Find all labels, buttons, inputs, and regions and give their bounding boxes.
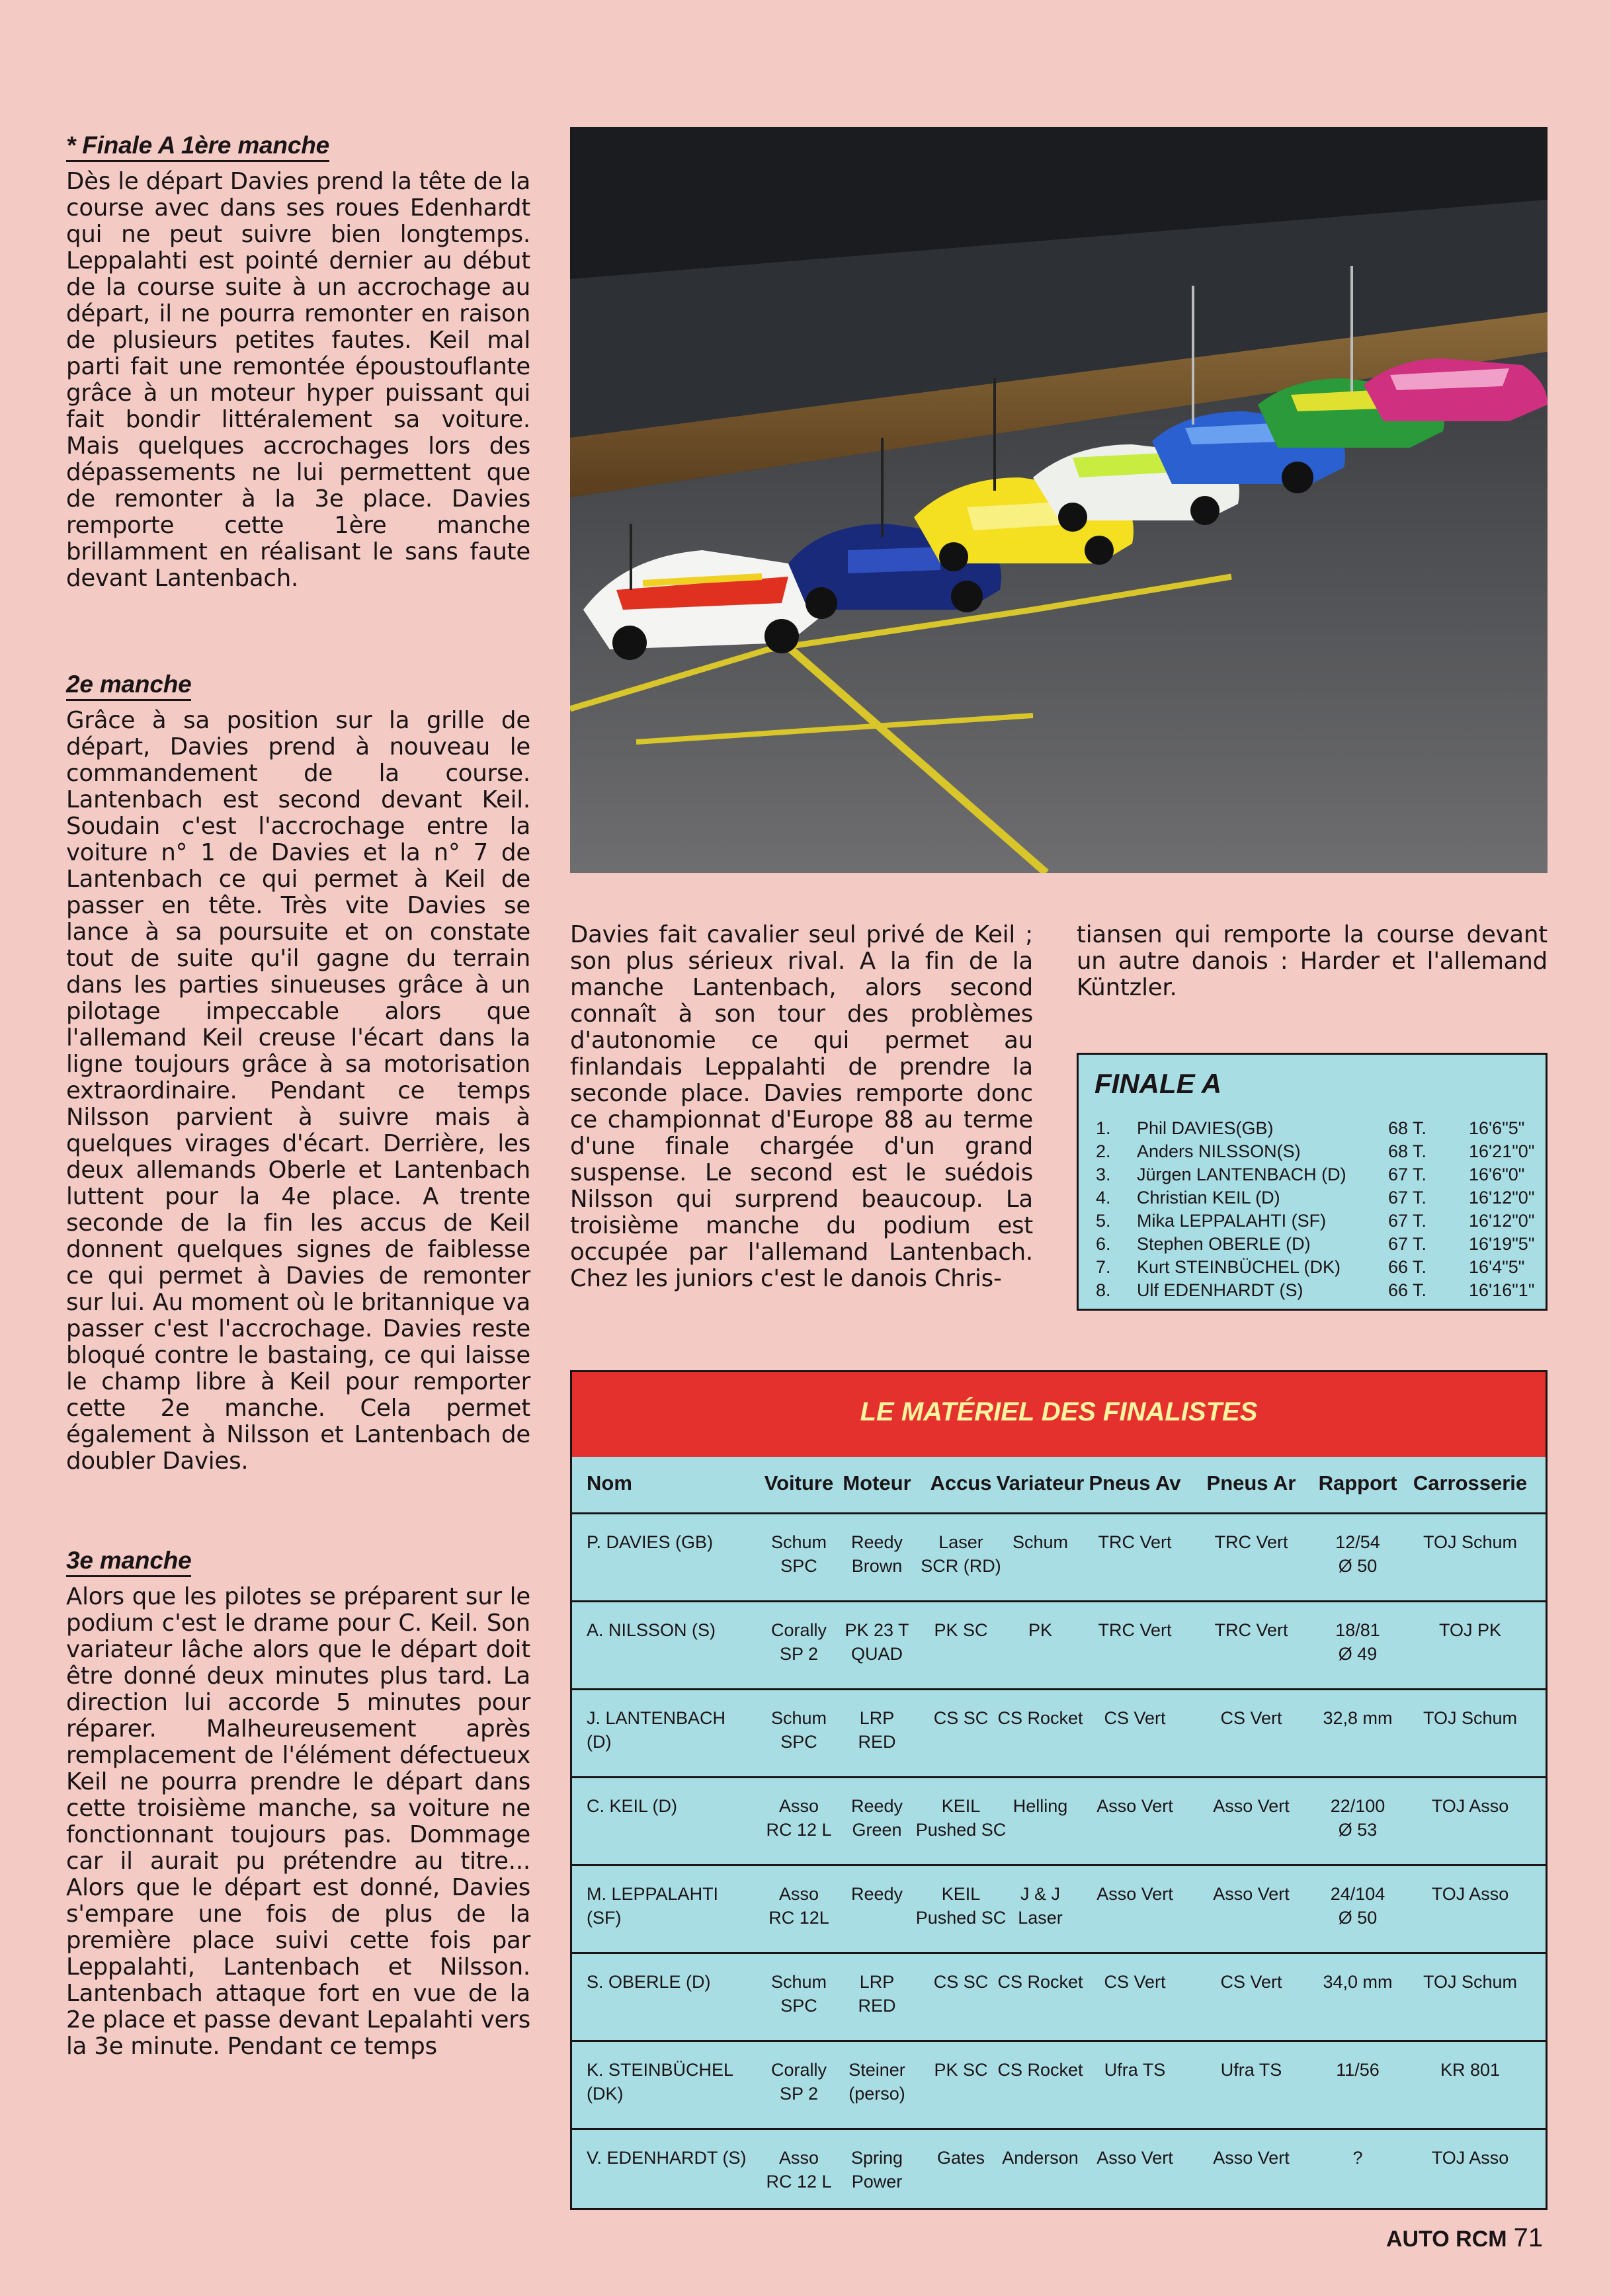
finale-a-name: Jürgen LANTENBACH (D) [1137, 1165, 1346, 1184]
finale-a-name: Ulf EDENHARDT (S) [1137, 1280, 1303, 1300]
finale-a-name: Phil DAVIES(GB) [1137, 1118, 1274, 1138]
table-row [572, 1512, 1546, 1602]
materiel-cell: Asso Vert [1213, 1884, 1290, 1904]
materiel-cell: 32,8 mm [1323, 1708, 1393, 1728]
table-row [572, 1688, 1546, 1778]
table-row [572, 1600, 1546, 1690]
finale-a-laps: 68 T. [1388, 1118, 1427, 1138]
materiel-cell: TRC Vert [1214, 1620, 1288, 1640]
magazine-name: AUTO RCM [1386, 2227, 1507, 2252]
finale-a-rank: 8. [1096, 1280, 1111, 1300]
section-text-2: Grâce à sa position sur la grille de départ, Davies prend à nouveau le commandement de la course. Lantenbach est second devant Keil. Soudain c'est l'accrochage entre la voiture n° 1 de Davies et la n° 7 de Lantenbach ce qui permet à Keil de passer en tête. Très vite Davies se lance à sa poursuite et on constate tout de suite qu'il gagne du terrain dans les parties sinueuses grâce à un pilotage impeccable alors que l'allemand Keil creuse l'écart dans la ligne toujours grâce à sa motorisation extraordinaire. Pendant ce temps Nilsson parvient à suivre mais à quelques virages d'écart. Derrière, les deux allemands Oberle et Lantenbach luttent pour la 4e place. A trente seconde de la fin les accus de Keil donnent quelques signes de faiblesse ce qui permet à Davies de remonter sur lui. Au moment où le britannique va passer c'est l'accrochage. Davies reste bloqué contre le bastaing, ce qui laisse le champ libre à Keil pour remporter cette 2e manche. Cela permet également à Nilsson et Lantenbach de doubler Davies. [66, 707, 530, 1475]
materiel-cell: Ufra TS [1220, 2060, 1282, 2080]
materiel-cell: M. LEPPALAHTI (SF) [587, 1884, 719, 1928]
finale-a-row [1092, 1118, 1542, 1141]
materiel-cell: TRC Vert [1214, 1532, 1288, 1552]
materiel-title: LE MATÉRIEL DES FINALISTES [860, 1397, 1258, 1426]
materiel-cell: LRP RED [858, 1708, 896, 1752]
materiel-cell: Schum SPC [770, 1708, 827, 1752]
materiel-cell: Corally SP 2 [770, 2060, 827, 2104]
finale-a-rank: 1. [1096, 1118, 1111, 1138]
materiel-header-cell: Carrosserie [1413, 1471, 1528, 1495]
materiel-cell: Asso Vert [1096, 1884, 1173, 1904]
materiel-header-row [572, 1457, 1546, 1512]
section-heading-3e-manche: 3e manche [66, 1547, 191, 1577]
materiel-cell: C. KEIL (D) [587, 1796, 678, 1816]
finale-a-row [1092, 1234, 1542, 1256]
materiel-cell: J. LANTENBACH (D) [587, 1708, 726, 1752]
table-row [572, 2128, 1546, 2218]
finale-a-time: 16'19"5" [1469, 1234, 1535, 1254]
materiel-cell: PK 23 T QUAD [845, 1620, 909, 1664]
materiel-cell: Reedy [850, 1884, 903, 1904]
materiel-cell: Asso Vert [1213, 1796, 1290, 1816]
materiel-header-cell: Rapport [1318, 1471, 1397, 1495]
materiel-title-bar [572, 1372, 1546, 1457]
materiel-cell: Asso RC 12 L [766, 2148, 832, 2192]
materiel-cell: TOJ Schum [1423, 1972, 1518, 1992]
materiel-cell: CS SC [933, 1708, 989, 1728]
materiel-cell: TOJ Schum [1423, 1708, 1518, 1728]
finale-a-time: 16'12"0" [1469, 1211, 1535, 1231]
section-text-1: Dès le départ Davies prend la tête de la course avec dans ses roues Edenhardt qui ne peut suivre bien longtemps. Leppalahti est pointé dernier au début de la course suite à un accrochage au départ, il ne pourra remonter en raison de plusieurs petites fautes. Keil mal parti fait une remontée époustouflante grâce à un moteur hyper puissant qui fait bondir littéralement sa voiture. Mais quelques accrochages lors des dépassements ne lui permettent que de remonter à la 3e place. Davies remporte cette 1ère manche brillamment en réalisant le sans faute devant Lantenbach. [66, 168, 530, 592]
materiel-cell: Steiner (perso) [848, 2060, 905, 2104]
materiel-header-cell: Nom [587, 1471, 632, 1495]
materiel-cell: Gates [936, 2148, 985, 2168]
finale-a-rank: 4. [1096, 1188, 1111, 1208]
finale-a-time: 16'6"5" [1469, 1118, 1525, 1138]
materiel-cell: P. DAVIES (GB) [587, 1532, 714, 1552]
materiel-cell: Corally SP 2 [770, 1620, 827, 1664]
materiel-cell: Anderson [1002, 2148, 1079, 2168]
finale-a-time: 16'4"5" [1469, 1257, 1525, 1277]
materiel-cell: 34,0 mm [1323, 1972, 1393, 1992]
materiel-cell: 12/54 Ø 50 [1335, 1532, 1380, 1576]
finale-a-name: Anders NILSSON(S) [1137, 1141, 1301, 1161]
table-row [572, 1776, 1546, 1866]
materiel-cell: TOJ Asso [1431, 1796, 1509, 1816]
materiel-cell: KR 801 [1440, 2060, 1501, 2080]
finale-a-row [1092, 1165, 1542, 1187]
materiel-cell: Reedy Green [850, 1796, 903, 1840]
materiel-cell: LRP RED [858, 1972, 896, 2016]
right-column-text: tiansen qui remporte la course devant un autre danois : Harder et l'allemand Küntzler. [1077, 921, 1548, 1001]
section-heading-finale-a-1: * Finale A 1ère manche [66, 132, 329, 162]
finale-a-time: 16'12"0" [1469, 1188, 1535, 1208]
finale-a-laps: 67 T. [1388, 1165, 1427, 1184]
materiel-cell: PK [1028, 1620, 1053, 1640]
materiel-cell: Laser SCR (RD) [921, 1532, 1001, 1576]
finale-a-name: Mika LEPPALAHTI (SF) [1137, 1211, 1327, 1231]
materiel-header-cell: Moteur [843, 1471, 911, 1495]
race-cars-illustration [570, 127, 1548, 873]
finale-a-time: 16'16"1" [1469, 1280, 1535, 1300]
materiel-cell: CS Vert [1104, 1972, 1166, 1992]
materiel-cell: TOJ Asso [1431, 2148, 1509, 2168]
materiel-cell: Schum SPC [770, 1532, 827, 1576]
materiel-cell: 22/100 Ø 53 [1330, 1796, 1385, 1840]
materiel-cell: Asso RC 12 L [766, 1796, 832, 1840]
finale-a-laps: 67 T. [1388, 1211, 1427, 1231]
finale-a-laps: 68 T. [1388, 1141, 1427, 1161]
finale-a-row [1092, 1141, 1542, 1164]
materiel-cell: CS Vert [1104, 1708, 1166, 1728]
finale-a-time: 16'6"0" [1469, 1165, 1525, 1184]
finale-a-rank: 5. [1096, 1211, 1111, 1231]
materiel-cell: TRC Vert [1098, 1620, 1172, 1640]
materiel-cell: CS Vert [1220, 1708, 1282, 1728]
finale-a-row [1092, 1280, 1542, 1303]
materiel-header-cell: Voiture [764, 1471, 834, 1495]
materiel-cell: KEIL Pushed SC [915, 1796, 1007, 1840]
materiel-cell: TRC Vert [1098, 1532, 1172, 1552]
materiel-cell: Asso Vert [1213, 2148, 1290, 2168]
left-column [66, 132, 530, 2060]
materiel-cell: Helling [1012, 1796, 1068, 1816]
finale-a-row [1092, 1211, 1542, 1233]
materiel-header-cell: Variateur [996, 1471, 1085, 1495]
materiel-cell: Schum SPC [770, 1972, 827, 2016]
finale-a-time: 16'21"0" [1469, 1141, 1535, 1161]
finale-a-rank: 3. [1096, 1165, 1111, 1184]
finale-a-laps: 66 T. [1388, 1257, 1427, 1277]
finale-a-name: Christian KEIL (D) [1137, 1188, 1280, 1208]
table-row [572, 1952, 1546, 2042]
middle-column [570, 922, 1033, 1292]
section-text-3: Alors que les pilotes se préparent sur le podium c'est le drame pour C. Keil. Son variateur lâche alors que le départ doit être donné deux minutes plus tard. La direction lui accorde 5 minutes pour réparer. Malheureusement après remplacement de l'élément défectueux Keil ne pourra prendre le départ dans cette troisième manche, sa voiture ne fonctionnant toujours pas. Dommage car il aurait pu prétendre au titre... Alors que le départ est donné, Davies s'empare une fois de plus de la première place suivi cette fois par Leppalahti, Lantenbach et Nilsson. Lantenbach attaque fort en vue de la 2e place et passe devant Lepalahti vers la 3e minute. Pendant ce temps [66, 1583, 530, 2060]
materiel-finalistes-table [570, 1370, 1548, 2210]
middle-column-text: Davies fait cavalier seul privé de Keil ; son plus sérieux rival. A la fin de la manche Lantenbach, alors second connaît à son tour des problèmes d'autonomie ce qui permet au finlandais Leppalahti de prendre la seconde place. Davies remporte donc ce championnat d'Europe 88 au terme d'une finale chargée d'un grand suspense. Le second est le suédois Nilsson qui surprend beaucoup. La troisième manche du podium est occupée par l'allemand Lantenbach. Chez les juniors c'est le danois Chris- [570, 921, 1033, 1292]
materiel-cell: Ufra TS [1104, 2060, 1166, 2080]
materiel-cell: Asso Vert [1096, 2148, 1173, 2168]
materiel-cell: TOJ Schum [1423, 1532, 1518, 1552]
finale-a-rank: 7. [1096, 1257, 1111, 1277]
materiel-cell: CS Vert [1220, 1972, 1282, 1992]
finale-a-row [1092, 1188, 1542, 1210]
section-heading-2e-manche: 2e manche [66, 671, 191, 701]
materiel-cell: Asso RC 12L [768, 1884, 829, 1928]
finale-a-rank: 2. [1096, 1141, 1111, 1161]
materiel-cell: S. OBERLE (D) [587, 1972, 711, 1992]
finale-a-name: Kurt STEINBÜCHEL (DK) [1137, 1257, 1341, 1277]
materiel-header-cell: Pneus Av [1089, 1471, 1181, 1495]
materiel-header-cell: Accus [930, 1471, 992, 1495]
materiel-cell: CS Rocket [997, 2060, 1083, 2080]
finale-a-title: FINALE A [1095, 1068, 1222, 1099]
materiel-cell: K. STEINBÜCHEL (DK) [587, 2060, 733, 2104]
materiel-cell: Reedy Brown [850, 1532, 903, 1576]
table-row [572, 2040, 1546, 2130]
materiel-cell: KEIL Pushed SC [915, 1884, 1007, 1928]
materiel-cell: 11/56 [1336, 2060, 1380, 2080]
materiel-cell: ? [1352, 2148, 1363, 2168]
finale-a-row [1092, 1257, 1542, 1280]
page-footer [1386, 2223, 1543, 2253]
finale-a-laps: 67 T. [1388, 1234, 1427, 1254]
race-cars-photo [570, 127, 1548, 873]
materiel-cell: A. NILSSON (S) [587, 1620, 716, 1640]
materiel-cell: Asso Vert [1096, 1796, 1173, 1816]
materiel-cell: J & J Laser [1018, 1884, 1063, 1928]
materiel-cell: TOJ Asso [1431, 1884, 1509, 1904]
table-row [572, 1864, 1546, 1954]
finale-a-results-box [1077, 1053, 1548, 1311]
materiel-cell: Schum [1012, 1532, 1069, 1552]
materiel-cell: PK SC [934, 1620, 988, 1640]
finale-a-laps: 66 T. [1388, 1280, 1427, 1300]
right-column [1077, 922, 1548, 1001]
materiel-header-cell: Pneus Ar [1206, 1471, 1296, 1495]
materiel-cell: CS Rocket [997, 1708, 1083, 1728]
finale-a-laps: 67 T. [1388, 1188, 1427, 1208]
finale-a-rank: 6. [1096, 1234, 1111, 1254]
materiel-cell: 18/81 Ø 49 [1335, 1620, 1380, 1664]
materiel-cell: Spring Power [850, 2148, 903, 2192]
materiel-cell: V. EDENHARDT (S) [587, 2148, 747, 2168]
materiel-cell: PK SC [934, 2060, 988, 2080]
materiel-cell: CS Rocket [997, 1972, 1083, 1992]
materiel-cell: CS SC [933, 1972, 989, 1992]
finale-a-name: Stephen OBERLE (D) [1137, 1234, 1311, 1254]
page-number: 71 [1513, 2223, 1544, 2252]
materiel-cell: 24/104 Ø 50 [1330, 1884, 1385, 1928]
materiel-cell: TOJ PK [1438, 1620, 1502, 1640]
